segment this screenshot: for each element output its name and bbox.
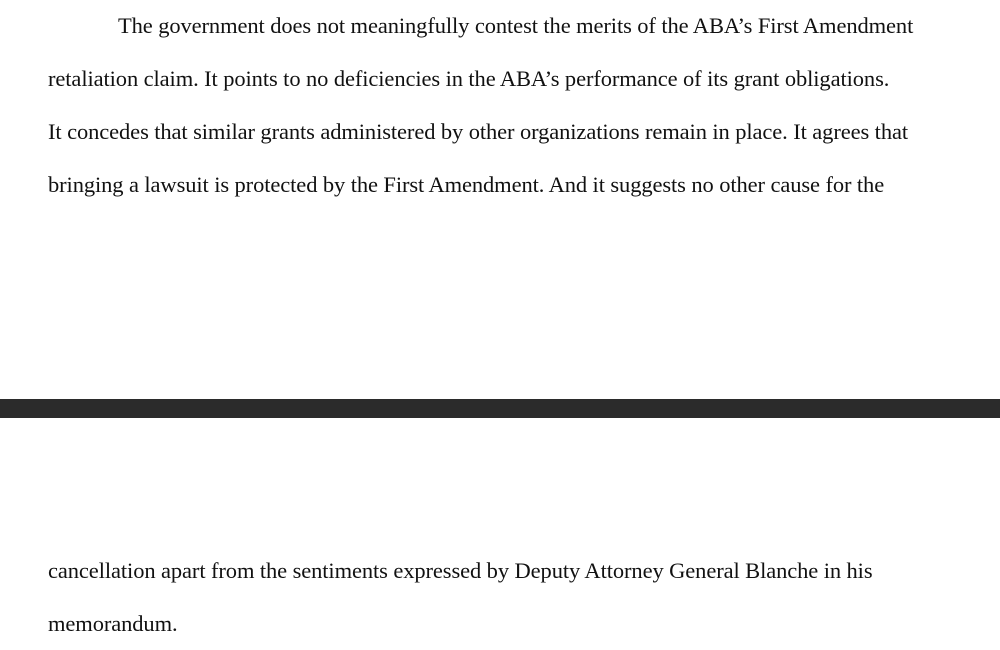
text-line-5: cancellation apart from the sentiments expressed by Deputy Attorney General Blanche in his	[48, 558, 873, 583]
text-line-2: retaliation claim. It points to no deficiencies in the ABA’s performance of its grant obligations.	[48, 66, 890, 91]
text-line-6: memorandum.	[48, 611, 178, 636]
page-break-divider	[0, 399, 1000, 418]
document-page-bottom	[0, 418, 1000, 650]
text-line-3: It concedes that similar grants administered by other organizations remain in place. It agrees that	[48, 119, 909, 144]
text-line-1: The government does not meaningfully contest the merits of the ABA’s First Amendment	[118, 13, 914, 38]
text-line-4: bringing a lawsuit is protected by the First Amendment. And it suggests no other cause for the	[48, 172, 885, 197]
